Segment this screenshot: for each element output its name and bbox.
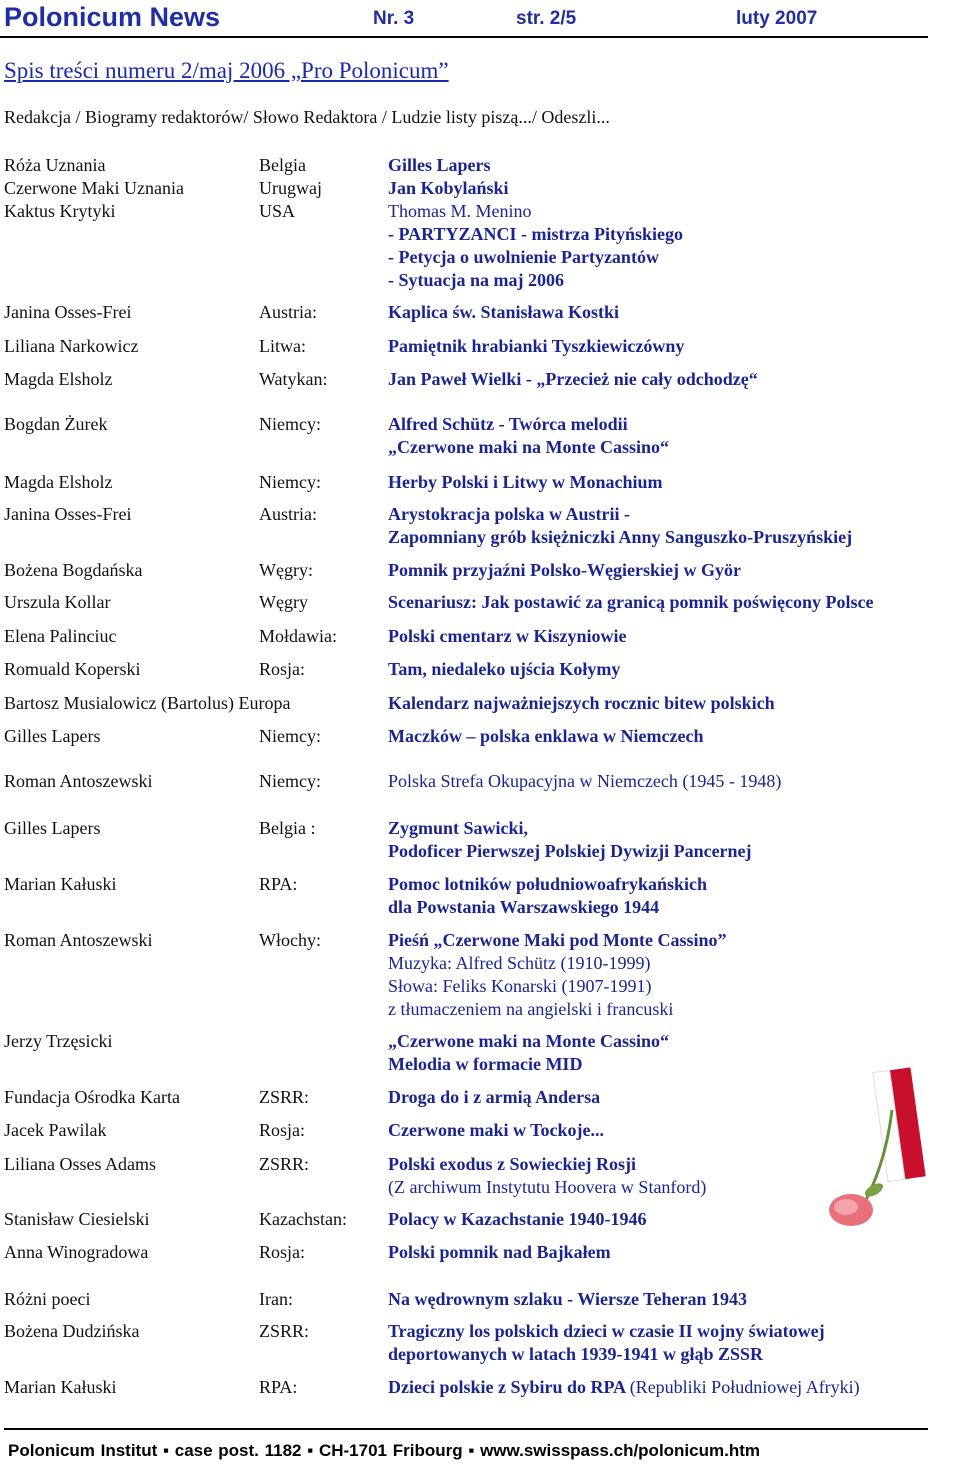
toc-country: Rosja: xyxy=(259,1242,306,1262)
toc-article-title-line: Arystokracja polska w Austrii - xyxy=(388,504,630,524)
toc-article-link[interactable] xyxy=(388,929,727,1021)
toc-article-title-line: z tłumaczeniem na angielski i francuski xyxy=(388,999,674,1019)
toc-article-title-line: Polski cmentarz w Kiszyniowie xyxy=(388,626,627,646)
toc-article-title-line: Zapomniany grób księżniczki Anny Sanguszko-Pruszyńskiej xyxy=(388,527,853,547)
toc-country: Iran: xyxy=(259,1289,293,1309)
toc-article-title-line: Scenariusz: Jak postawić za granicą pomnik poświęcony Polsce xyxy=(388,592,874,612)
toc-article-title-line: Droga do i z armią Andersa xyxy=(388,1087,601,1107)
toc-article-title-line: Kalendarz najważniejszych rocznic bitew polskich xyxy=(388,693,775,713)
toc-country: Węgry xyxy=(259,592,308,612)
toc-author: Róża Uznania xyxy=(4,155,106,175)
toc-article-title-line: Herby Polski i Litwy w Monachium xyxy=(388,472,663,492)
toc-article-title-line: Tragiczny los polskich dzieci w czasie II wojny światowej xyxy=(388,1321,825,1341)
toc-article-link[interactable] xyxy=(388,1241,611,1264)
toc-article-link[interactable] xyxy=(388,503,852,549)
toc-country: RPA: xyxy=(259,1377,298,1397)
toc-country: USA xyxy=(259,201,296,221)
toc-country: Węgry: xyxy=(259,560,313,580)
toc-article-link[interactable] xyxy=(388,591,874,614)
toc-author: Romuald Koperski xyxy=(4,659,141,679)
toc-country: Niemcy: xyxy=(259,472,321,492)
toc-author: Kaktus Krytyki xyxy=(4,201,116,221)
toc-article-link[interactable] xyxy=(388,770,781,793)
toc-article-title-line: - Petycja o uwolnienie Partyzantów xyxy=(388,247,659,267)
footer-rule xyxy=(4,1428,928,1430)
toc-article-link[interactable] xyxy=(388,625,626,648)
toc-author: Bożena Bogdańska xyxy=(4,560,143,580)
toc-article-link[interactable] xyxy=(388,1119,604,1142)
toc-article-link[interactable] xyxy=(388,817,752,863)
toc-author: Liliana Narkowicz xyxy=(4,336,139,356)
toc-article-link[interactable] xyxy=(388,301,619,324)
toc-article-title-line: Tam, niedaleko ujścia Kołymy xyxy=(388,659,621,679)
toc-article-link[interactable] xyxy=(388,1288,747,1311)
toc-subline: Redakcja / Biogramy redaktorów/ Słowo Redaktora / Ludzie listy piszą.../ Odeszli... xyxy=(4,107,610,127)
toc-article-title-line: Maczków – polska enklawa w Niemczech xyxy=(388,726,704,746)
toc-article-title-line: Alfred Schütz - Twórca melodii xyxy=(388,414,628,434)
toc-country: Włochy: xyxy=(259,930,321,950)
toc-article-title-line: Polacy w Kazachstanie 1940-1946 xyxy=(388,1209,647,1229)
toc-country: Niemcy: xyxy=(259,771,321,791)
toc-article-link[interactable] xyxy=(388,725,703,748)
toc-article-link[interactable] xyxy=(388,1030,669,1076)
toc-author: Bożena Dudzińska xyxy=(4,1321,140,1341)
toc-author: Marian Kałuski xyxy=(4,874,117,894)
toc-article-link[interactable] xyxy=(388,1208,646,1231)
toc-author: Janina Osses-Frei xyxy=(4,302,132,322)
toc-article-title-line xyxy=(388,1376,860,1399)
toc-article-link[interactable] xyxy=(388,368,758,391)
toc-article-link[interactable] xyxy=(388,413,669,459)
toc-article-title-line: Gilles Lapers xyxy=(388,155,491,175)
issue-number: Nr. 3 xyxy=(373,8,415,29)
toc-country: Niemcy: xyxy=(259,414,321,434)
toc-article-title-line: Czerwone maki w Tockoje... xyxy=(388,1120,604,1140)
toc-article-title-line: Słowa: Feliks Konarski (1907-1991) xyxy=(388,976,652,996)
toc-author: Urszula Kollar xyxy=(4,592,111,612)
toc-country: ZSRR: xyxy=(259,1154,310,1174)
toc-author: Gilles Lapers xyxy=(4,818,101,838)
toc-title-bold-part: Dzieci polskie z Sybiru do RPA xyxy=(388,1377,630,1397)
toc-article-title-line: Pieśń „Czerwone Maki pod Monte Cassino” xyxy=(388,930,727,950)
toc-article-title-line: Na wędrownym szlaku - Wiersze Teheran 1943 xyxy=(388,1289,748,1309)
toc-author: Magda Elsholz xyxy=(4,369,113,389)
toc-article-link[interactable] xyxy=(388,177,509,200)
toc-author: Czerwone Maki Uznania xyxy=(4,178,184,198)
toc-author: Gilles Lapers xyxy=(4,726,101,746)
toc-author: Magda Elsholz xyxy=(4,472,113,492)
toc-country: Rosja: xyxy=(259,1120,306,1140)
toc-article-title-line: „Czerwone maki na Monte Cassino“ xyxy=(388,1031,669,1051)
toc-article-title-line: Polski exodus z Sowieckiej Rosji xyxy=(388,1154,637,1174)
toc-article-title-line: - PARTYZANCI - mistrza Pityńskiego xyxy=(388,224,684,244)
toc-article-title-line: Melodia w formacie MID xyxy=(388,1054,583,1074)
toc-author: Roman Antoszewski xyxy=(4,771,153,791)
toc-article-link[interactable] xyxy=(388,335,684,358)
toc-country: Urugwaj xyxy=(259,178,322,198)
toc-article-title-line: Jan Kobylański xyxy=(388,178,509,198)
toc-article-link[interactable] xyxy=(388,658,620,681)
toc-article-title-line: - Sytuacja na maj 2006 xyxy=(388,270,564,290)
toc-article-link[interactable] xyxy=(388,873,707,919)
toc-author: Liliana Osses Adams xyxy=(4,1154,156,1174)
issue-date: luty 2007 xyxy=(736,8,818,29)
toc-article-link[interactable] xyxy=(388,1153,706,1199)
toc-article-link[interactable] xyxy=(388,154,491,177)
toc-author: Jerzy Trzęsicki xyxy=(4,1031,113,1051)
toc-article-title-line: (Z archiwum Instytutu Hoovera w Stanford) xyxy=(388,1177,707,1197)
toc-country: Litwa: xyxy=(259,336,306,356)
toc-author: Elena Palinciuc xyxy=(4,626,117,646)
toc-article-title-line: Polski pomnik nad Bajkałem xyxy=(388,1242,611,1262)
toc-author: Fundacja Ośrodka Karta xyxy=(4,1087,180,1107)
toc-article-title-line: deportowanych w latach 1939-1941 w głąb ZSSR xyxy=(388,1344,764,1364)
toc-country: Niemcy: xyxy=(259,726,321,746)
toc-article-link[interactable] xyxy=(388,559,741,582)
toc-article-title-line: Polska Strefa Okupacyjna w Niemczech (1945 - 1948) xyxy=(388,771,782,791)
header-rule xyxy=(0,36,928,38)
toc-article-title-line: Podoficer Pierwszej Polskiej Dywizji Pancernej xyxy=(388,841,752,861)
toc-author: Jacek Pawilak xyxy=(4,1120,107,1140)
toc-country: Belgia : xyxy=(259,818,316,838)
toc-article-title-line: Pomnik przyjaźni Polsko-Węgierskiej w Györ xyxy=(388,560,741,580)
toc-article-link[interactable] xyxy=(388,1086,600,1109)
toc-heading[interactable]: Spis treści numeru 2/maj 2006 „Pro Polonicum” xyxy=(4,58,449,83)
toc-article-link[interactable] xyxy=(388,1320,825,1366)
toc-country: ZSRR: xyxy=(259,1321,310,1341)
toc-article-title-line: dla Powstania Warszawskiego 1944 xyxy=(388,897,660,917)
page-header xyxy=(4,0,928,36)
toc-country: Austria: xyxy=(259,302,317,322)
toc-article-title-line: „Czerwone maki na Monte Cassino“ xyxy=(388,437,669,457)
toc-article-title-line: Pomoc lotników południowoafrykańskich xyxy=(388,874,708,894)
rose-flag-decoration xyxy=(826,1050,936,1240)
toc-author: Janina Osses-Frei xyxy=(4,504,132,524)
toc-article-link[interactable] xyxy=(388,471,663,494)
toc-article-link[interactable] xyxy=(388,692,775,715)
toc-author: Różni poeci xyxy=(4,1289,91,1309)
page-number: str. 2/5 xyxy=(516,8,577,29)
toc-article-title-line: Kaplica św. Stanisława Kostki xyxy=(388,302,620,322)
toc-author: Roman Antoszewski xyxy=(4,930,153,950)
toc-country: Rosja: xyxy=(259,659,306,679)
rose-petal xyxy=(834,1199,858,1215)
toc-country: RPA: xyxy=(259,874,298,894)
toc-country: Belgia xyxy=(259,155,306,175)
toc-title-plain-part: (Republiki Południowej Afryki) xyxy=(629,1377,860,1397)
toc-author: Bartosz Musialowicz (Bartolus) Europa xyxy=(4,693,291,713)
toc-article-title-line: Pamiętnik hrabianki Tyszkiewiczówny xyxy=(388,336,685,356)
toc-country: ZSRR: xyxy=(259,1087,310,1107)
toc-country: Watykan: xyxy=(259,369,328,389)
toc-country: Austria: xyxy=(259,504,317,524)
toc-country: Kazachstan: xyxy=(259,1209,347,1229)
toc-author: Stanisław Ciesielski xyxy=(4,1209,150,1229)
toc-author: Anna Winogradowa xyxy=(4,1242,149,1262)
newsletter-title: Polonicum News xyxy=(4,2,221,32)
toc-author: Bogdan Żurek xyxy=(4,414,108,434)
toc-author: Marian Kałuski xyxy=(4,1377,117,1397)
toc-article-title-line: Muzyka: Alfred Schütz (1910-1999) xyxy=(388,953,651,973)
toc-article-title-line: Jan Paweł Wielki - „Przecież nie cały odchodzę“ xyxy=(388,369,758,389)
page-footer: Polonicum Institut ▪ case post. 1182 ▪ CH-1701 Fribourg ▪ www.swisspass.ch/polonicum.htm xyxy=(8,1441,760,1460)
toc-article-title-line: Zygmunt Sawicki, xyxy=(388,818,529,838)
toc-article-link[interactable] xyxy=(388,200,683,292)
toc-article-link[interactable] xyxy=(388,1376,860,1399)
toc-country: Mołdawia: xyxy=(259,626,337,646)
toc-article-title-line: Thomas M. Menino xyxy=(388,201,532,221)
